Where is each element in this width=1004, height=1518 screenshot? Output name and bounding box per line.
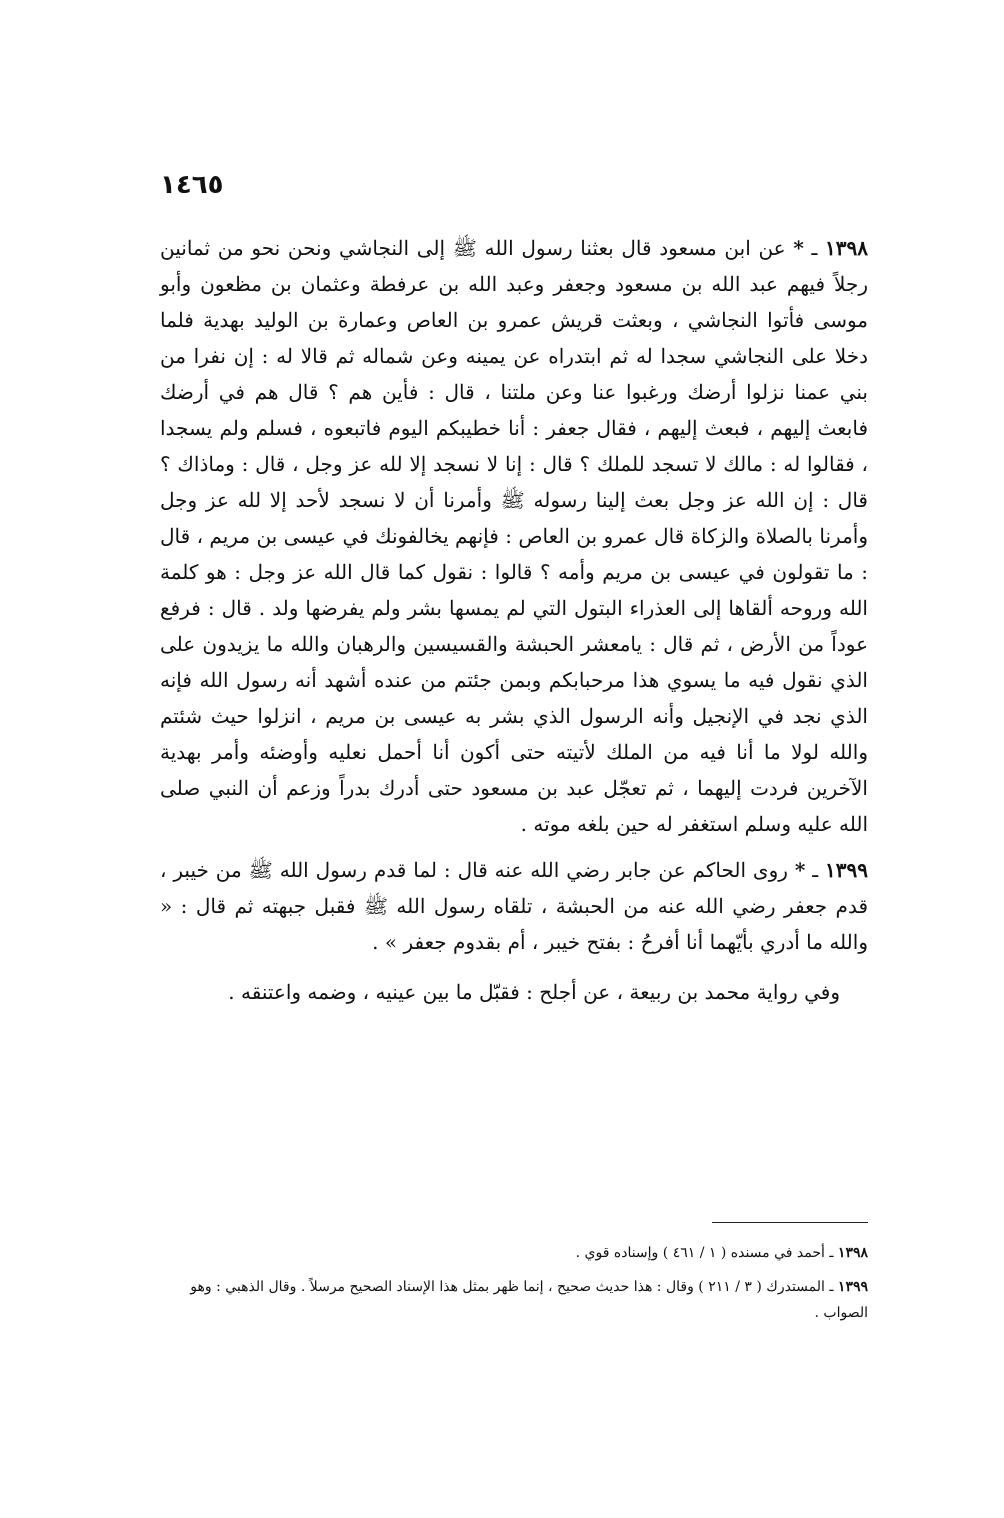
footnote-divider xyxy=(712,1222,868,1223)
footnote-number: ١٣٩٩ xyxy=(837,1279,868,1295)
footnotes xyxy=(160,1240,868,1334)
footnote-1398 xyxy=(160,1240,868,1266)
footnote-number: ١٣٩٨ xyxy=(837,1245,868,1261)
hadith-number: ١٣٩٨ xyxy=(825,236,869,260)
hadith-text: عن ابن مسعود قال بعثنا رسول الله ﷺ إلى النجاشي ونحن نحو من ثمانين رجلاً فيهم عبد الله بن مسعود وجعفر وعبد الله بن عرفطة وعثمان بن مظعون وأبو موسى فأتوا النجاشي ، وبعثت قريش عمرو بن العاص وعمارة بن الوليد بهدية فلما دخلا على النجاشي سجدا له ثم ابتدراه عن يمينه وعن شماله ثم قالا له : إن نفرا من بني عمنا نزلوا أرضك ورغبوا عنا وعن ملتنا ، قال : فأين هم ؟ قال هم في أرضك فابعث إليهم ، فبعث إليهم ، فقال جعفر : أنا خطيبكم اليوم فاتبعوه ، فسلم ولم يسجدا ، فقالوا له : مالك لا تسجد للملك ؟ قال : إنا لا نسجد إلا لله عز وجل ، قال : وماذاك ؟ قال : إن الله عز وجل بعث إلينا رسوله ﷺ وأمرنا أن لا نسجد لأحد إلا لله عز وجل وأمرنا بالصلاة والزكاة قال عمرو بن العاص : فإنهم يخالفونك في عيسى بن مريم ، قال : ما تقولون في عيسى بن مريم وأمه ؟ قالوا : نقول كما قال الله عز وجل : هو كلمة الله وروحه ألقاها إلى العذراء البتول التي لم يمسها بشر ولم يفرضها ولد . قال : فرفع عوداً من الأرض ، ثم قال : يامعشر الحبشة والقسيسين والرهبان والله ما يزيدون على الذي نقول فيه ما يسوي هذا مرحبابكم وبمن جئتم من عنده أشهد أنه رسول الله فإنه الذي نجد في الإنجيل وأنه الرسول الذي بشر به عيسى بن مريم ، انزلوا حيث شئتم والله لولا ما أنا فيه من الملك لأتيته حتى أكون أنا أحمل نعليه وأوضئه وأمر بهدية الآخرين فردت إليهما ، ثم تعجّل عبد بن مسعود حتى أدرك بدراً وزعم أن النبي صلى الله عليه وسلم استغفر له حين بلغه موته . xyxy=(160,236,869,836)
hadith-text: روى الحاكم عن جابر رضي الله عنه قال : لما قدم رسول الله ﷺ من خيبر ، قدم جعفر رضي الله عنه من الحبشة ، تلقاه رسول الله ﷺ فقبل جبهته ثم قال : « والله ما أدري بأيّهما أنا أفرحُ : بفتح خيبر ، أم بقدوم جعفر » . xyxy=(160,858,868,954)
hadith-paragraph-1398: ١٣٩٨ ـ * عن ابن مسعود قال بعثنا رسول الله ﷺ إلى النجاشي ونحن نحو من ثمانين رجلاً فيهم عبد الله بن مسعود وجعفر وعبد الله بن عرفطة وعثمان بن مظعون وأبو موسى فأتوا النجاشي ، وبعثت قريش عمرو بن العاص وعمارة بن الوليد بهدية فلما دخلا على النجاشي سجدا له ثم ابتدراه عن يمينه وعن شماله ثم قالا له : إن نفرا من بني عمنا نزلوا أرضك ورغبوا عنا وعن ملتنا ، قال : فأين هم ؟ قال هم في أرضك فابعث إليهم ، فبعث إليهم ، فقال جعفر : أنا خطيبكم اليوم فاتبعوه ، فسلم ولم يسجدا ، فقالوا له : مالك لا تسجد للملك ؟ قال : إنا لا نسجد إلا لله عز وجل ، قال : وماذاك ؟ قال : إن الله عز وجل بعث إلينا رسوله ﷺ وأمرنا أن لا نسجد لأحد إلا لله عز وجل وأمرنا بالصلاة والزكاة قال عمرو بن العاص : فإنهم يخالفونك في عيسى بن مريم ، قال : ما تقولون في عيسى بن مريم وأمه ؟ قالوا : نقول كما قال الله عز وجل : هو كلمة الله وروحه ألقاها إلى العذراء البتول التي لم يمسها بشر ولم يفرضها ولد . قال : فرفع عوداً من الأرض ، ثم قال : يامعشر الحبشة والقسيسين والرهبان والله ما يزيدون على الذي نقول فيه ما يسوي هذا مرحبابكم وبمن جئتم من عنده أشهد أنه رسول الله فإنه الذي نجد في الإنجيل وأنه الرسول الذي بشر به عيسى بن مريم ، انزلوا حيث شئتم والله لولا ما أنا فيه من الملك لأتيته حتى أكون أنا أحمل نعليه وأوضئه وأمر بهدية الآخرين فردت إليهما ، ثم تعجّل عبد بن مسعود حتى أدرك بدراً وزعم أن النبي صلى الله عليه وسلم استغفر له حين بلغه موته . xyxy=(160,236,869,836)
footnote-1399 xyxy=(160,1274,868,1326)
hadith-paragraph-1399: ١٣٩٩ ـ * روى الحاكم عن جابر رضي الله عنه قال : لما قدم رسول الله ﷺ من خيبر ، قدم جعفر رضي الله عنه من الحبشة ، تلقاه رسول الله ﷺ فقبل جبهته ثم قال : « والله ما أدري بأيّهما أنا أفرحُ : بفتح خيبر ، أم بقدوم جعفر » . xyxy=(160,858,869,954)
footnote-text: ـ أحمد في مسنده ( ١ / ٤٦١ ) وإسناده قوي . xyxy=(575,1245,834,1261)
narration-variant: وفي رواية محمد بن ربيعة ، عن أجلح : فقبّل ما بين عينيه ، وضمه واعتنقه . xyxy=(228,980,840,1004)
page-number: ١٤٦٥ xyxy=(160,170,224,200)
hadith-marker: * xyxy=(794,858,806,882)
hadith-marker: * xyxy=(793,236,804,260)
main-text xyxy=(160,230,868,1020)
footnote-text: ـ المستدرك ( ٣ / ٢١١ ) وقال : هذا حديث صحيح ، إنما ظهر بمثل هذا الإسناد الصحيح مرسلاً . وقال الذهبي : وهو الصواب . xyxy=(190,1279,868,1321)
hadith-number: ١٣٩٩ xyxy=(825,858,869,882)
